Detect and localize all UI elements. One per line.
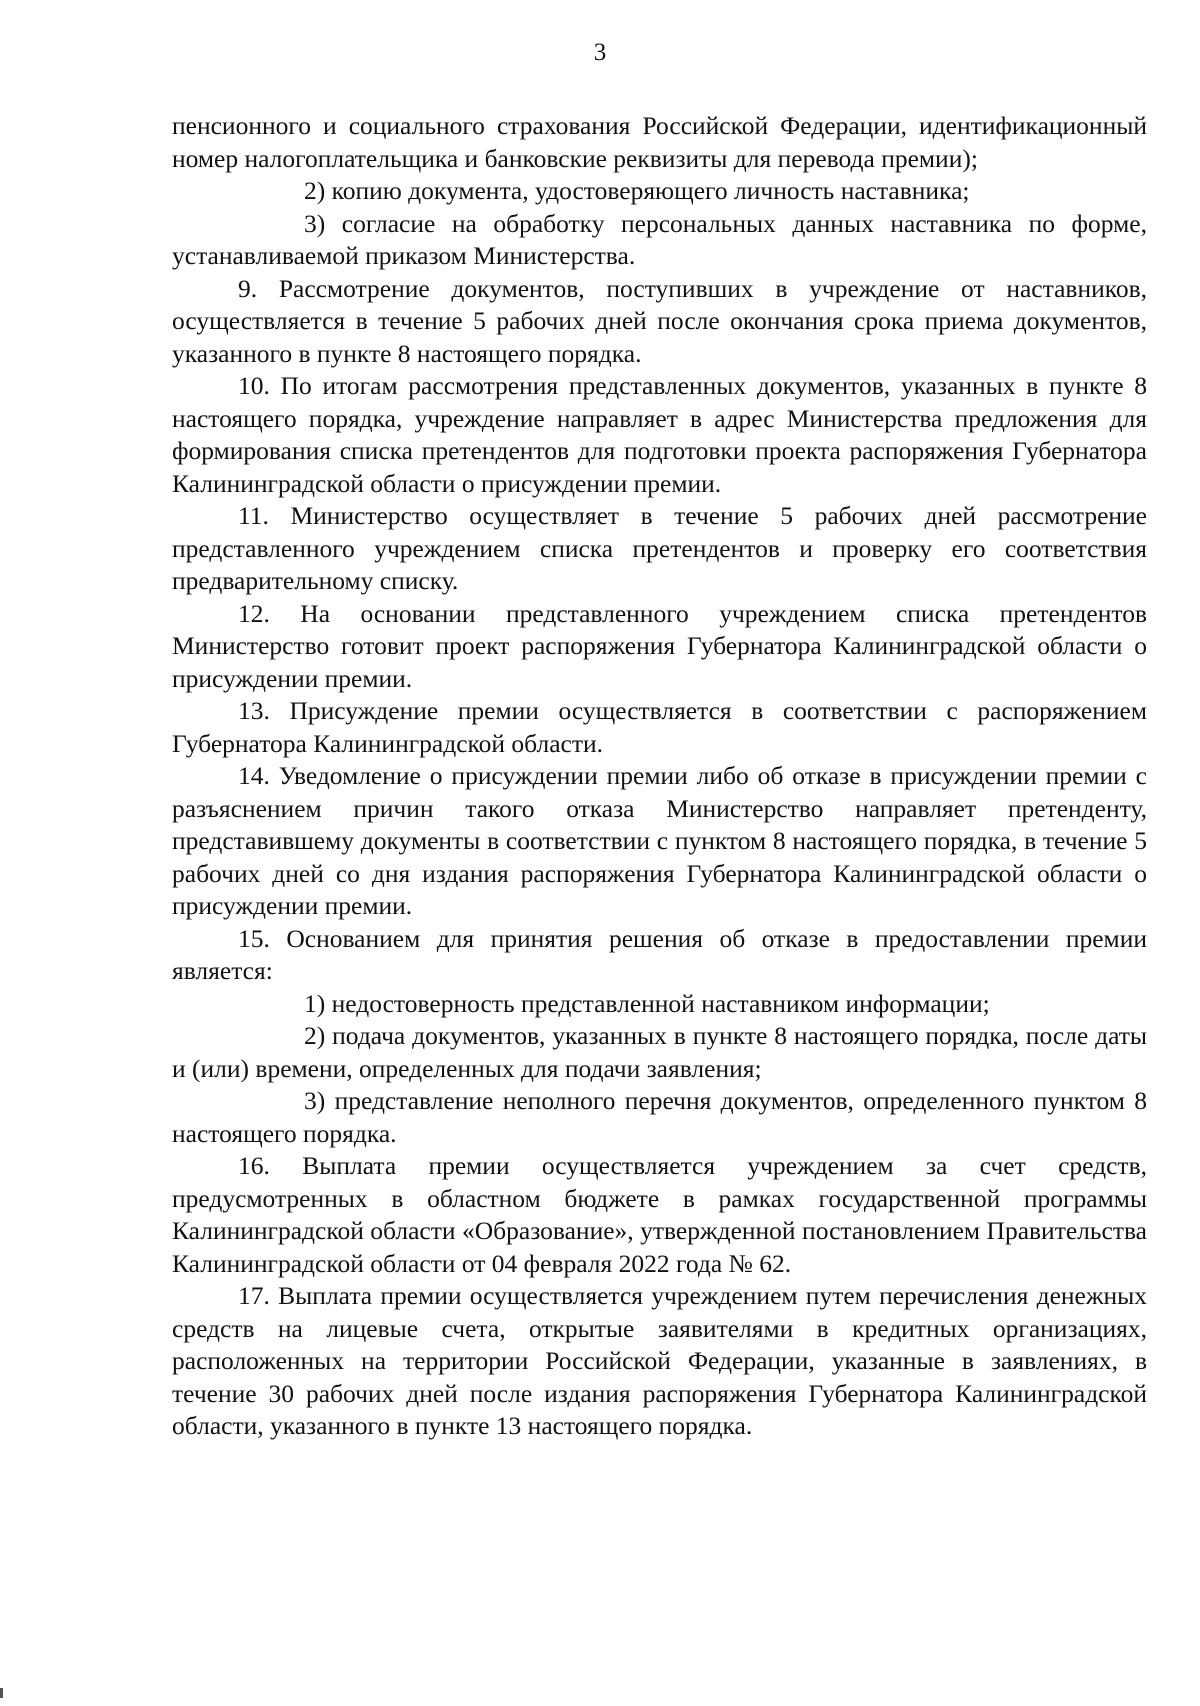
list-item-unreliable-info [172,988,1147,1021]
paragraph-14: 14. Уведомление о присуждении премии либо об отказе в присуждении премии с разъяснением причин такого отказа Министерство направляет претенденту, представившему документы в соответствии с пунктом 8 настоящего порядка, в течение 5 рабочих дней со дня издания распоряжения Губернатора Калининградской области о присуждении премии. [172,761,1147,920]
list-number: 2) [304,1021,326,1050]
paragraph-11: 11. Министерство осуществляет в течение 5 рабочих дней рассмотрение представленного учреждением списка претендентов и проверку его соответствия предварительному списку. [172,501,1147,595]
list-item-late-submission [172,1020,1147,1085]
list-item-text: копию документа, удостоверяющего личность наставника; [331,176,970,205]
document-body [172,110,1147,1443]
paragraph-9: 9. Рассмотрение документов, поступивших в учреждение от наставников, осуществляется в течение 5 рабочих дней после окончания срока приема документов, указанного в пункте 8 настоящего порядка. [172,273,1147,368]
paragraph-16: 16. Выплата премии осуществляется учреждением за счет средств, предусмотренных в областном бюджете в рамках государственной программы Калининградской области «Образование», утвержденной постановлением Правительства Калининградской области от 04 февраля 2022 года № 62. [172,1151,1147,1278]
list-item-text: представление неполного перечня документов, определенного пунктом 8 настоящего порядка. [172,1086,1148,1148]
list-number: 3) [304,208,326,238]
list-item-text: подача документов, указанных в пункте 8 настоящего порядка, после даты и (или) времени, определенных для подачи заявления; [172,1021,1148,1083]
scan-edge-mark [0,1688,3,1698]
list-item-incomplete-documents [172,1085,1147,1150]
list-item-document-copy [172,175,1147,208]
paragraph-13: 13. Присуждение премии осуществляется в соответствии с распоряжением Губернатора Калининградской области. [172,696,1147,758]
paragraph-10: 10. По итогам рассмотрения представленных документов, указанных в пункте 8 настоящего порядка, учреждение направляет в адрес Министерства предложения для формирования списка претендентов для подготовки проекта распоряжения Губернатора Калининградской области о присуждении премии. [172,371,1147,498]
paragraph-12: 12. На основании представленного учреждением списка претендентов Министерство готовит проект распоряжения Губернатора Калининградской области о присуждении премии. [172,598,1147,693]
list-item-consent [172,208,1147,273]
list-number: 2) [304,176,326,205]
paragraph-15: 15. Основанием для принятия решения об отказе в предоставлении премии является: [172,923,1147,985]
list-item-text: согласие на обработку персональных данных наставника по форме, устанавливаемой приказом Министерства. [172,208,1147,270]
page-number: 3 [593,39,607,66]
paragraph-17: 17. Выплата премии осуществляется учреждением путем перечисления денежных средств на лицевые счета, открытые заявителями в кредитных организациях, расположенных на территории Российской Федерации, указанные в заявлениях, в течение 30 рабочих дней после издания распоряжения Губернатора Калининградской области, указанного в пункте 13 настоящего порядка. [172,1281,1147,1440]
list-item-text: недостоверность представленной наставником информации; [331,988,990,1018]
list-number: 3) [304,1086,326,1115]
list-number: 1) [304,988,326,1018]
paragraph-continuation: пенсионного и социального страхования Российской Федерации, идентификационный номер налогоплательщика и банковские реквизиты для перевода премии); [172,111,1147,173]
